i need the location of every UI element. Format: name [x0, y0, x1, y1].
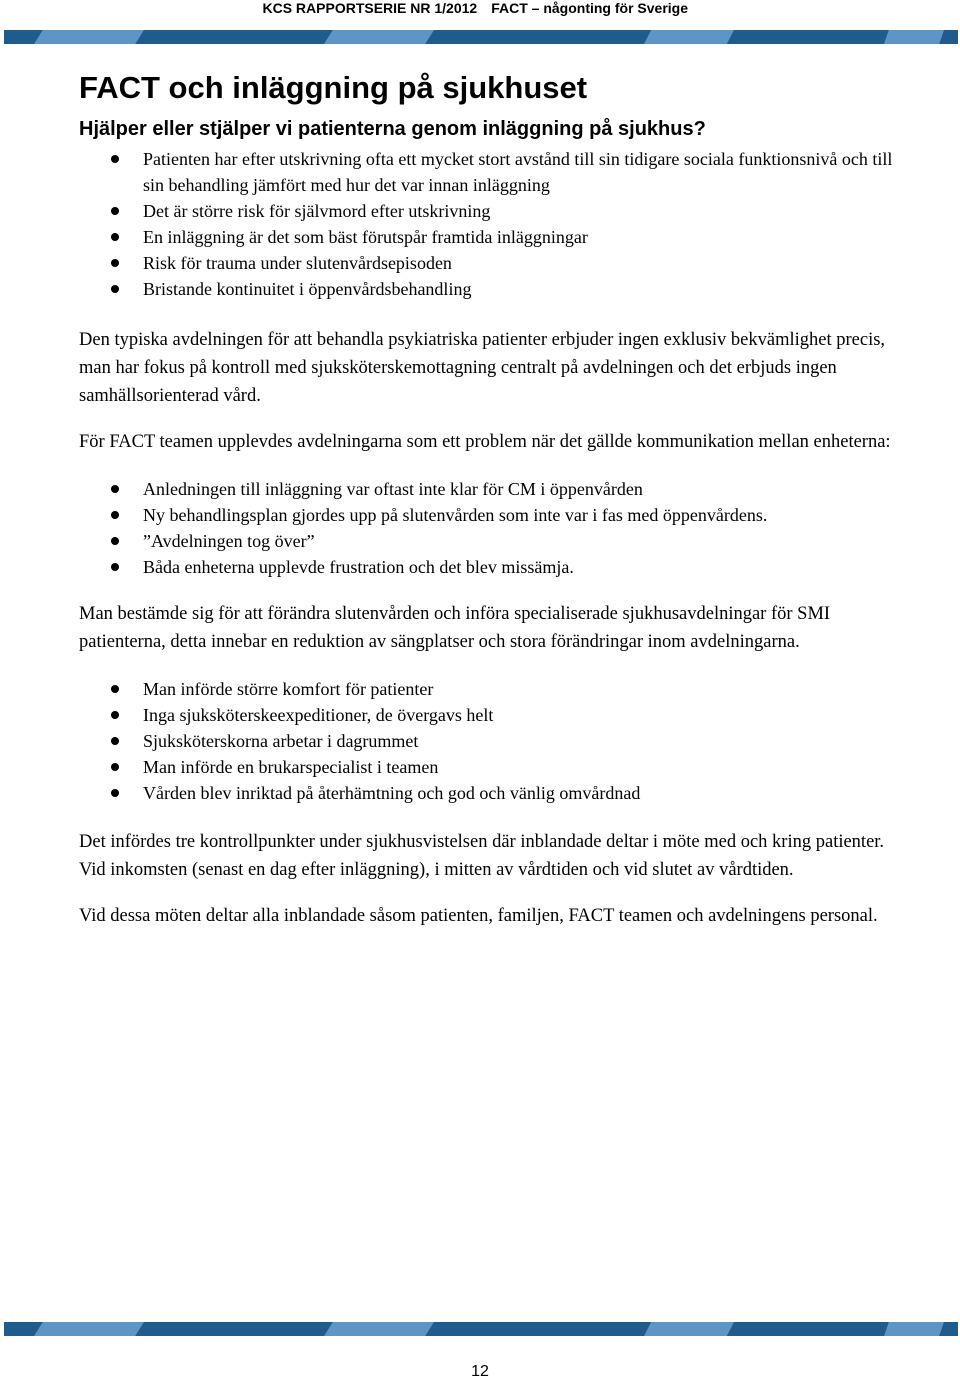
- risk-list: [79, 146, 909, 302]
- bullet-icon: [111, 233, 119, 241]
- list-item: Ny behandlingsplan gjordes upp på slutenvården som inte var i fas med öppenvårdens.: [79, 502, 909, 528]
- bullet-icon: [111, 789, 119, 797]
- list-item: Bristande kontinuitet i öppenvårdsbehandling: [79, 276, 909, 302]
- report-series: KCS RAPPORTSERIE NR 1/2012: [262, 0, 478, 16]
- paragraph-change: Man bestämde sig för att förändra slutenvården och införa specialiserade sjukhusavdelningar för SMI patienterna, detta innebar en reduktion av sängplatser och stora förändringar inom avdelningarna.: [79, 604, 831, 652]
- bullet-icon: [111, 285, 119, 293]
- section-subtitle: Hjälper eller stjälper vi patienterna genom inläggning på sjukhus?: [79, 118, 706, 140]
- communication-list: [79, 476, 909, 580]
- paragraph-checkpoints: Det infördes tre kontrollpunkter under sjukhusvistelsen där inblandade deltar i möte med och kring patienter. Vid inkomsten (senast en dag efter inläggning), i mitten av vårdtiden och vid slutet av vårdtiden.: [79, 832, 885, 880]
- bullet-icon: [111, 685, 119, 693]
- bullet-icon: [111, 207, 119, 215]
- bullet-icon: [111, 763, 119, 771]
- bullet-icon: [111, 537, 119, 545]
- list-item: Anledningen till inläggning var oftast inte klar för CM i öppenvården: [79, 476, 909, 502]
- list-item: Vården blev inriktad på återhämtning och god och vänlig omvårdnad: [79, 780, 909, 806]
- page-content: [79, 68, 909, 930]
- list-item: Man införde större komfort för patienter: [79, 676, 909, 702]
- bullet-icon: [111, 563, 119, 571]
- paragraph-meetings: Vid dessa möten deltar alla inblandade såsom patienten, familjen, FACT teamen och avdelningens personal.: [79, 906, 878, 926]
- bullet-icon: [111, 711, 119, 719]
- bullet-icon: [111, 485, 119, 493]
- bullet-icon: [111, 259, 119, 267]
- bullet-icon: [111, 511, 119, 519]
- list-item: Det är större risk för självmord efter utskrivning: [79, 198, 909, 224]
- footer-band: [4, 1322, 958, 1336]
- list-item: ”Avdelningen tog över”: [79, 528, 909, 554]
- list-item: En inläggning är det som bäst förutspår framtida inläggningar: [79, 224, 909, 250]
- running-header: [262, 0, 688, 20]
- section-title: FACT och inläggning på sjukhuset: [79, 70, 588, 105]
- document-title: FACT – någonting för Sverige: [491, 0, 688, 16]
- paragraph-communication: För FACT teamen upplevdes avdelningarna som ett problem när det gällde kommunikation mellan enheterna:: [79, 432, 891, 452]
- list-item: Sjuksköterskorna arbetar i dagrummet: [79, 728, 909, 754]
- header-band: [4, 30, 958, 44]
- page-number: 12: [471, 1363, 489, 1380]
- list-item: Inga sjuksköterskeexpeditioner, de övergavs helt: [79, 702, 909, 728]
- paragraph-ward: Den typiska avdelningen för att behandla psykiatriska patienter erbjuder ingen exklusiv bekvämlighet precis, man har fokus på kontroll med sjuksköterskemottagning centralt på avdelningen och det erbjuds ingen samhällsorienterad vård.: [79, 330, 886, 406]
- changes-list: [79, 676, 909, 806]
- list-item: Risk för trauma under slutenvårdsepisoden: [79, 250, 909, 276]
- bullet-icon: [111, 737, 119, 745]
- list-item: Man införde en brukarspecialist i teamen: [79, 754, 909, 780]
- list-item: Patienten har efter utskrivning ofta ett mycket stort avstånd till sin tidigare sociala funktionsnivå och till sin behandling jämfört med hur det var innan inläggning: [79, 146, 909, 198]
- list-item: Båda enheterna upplevde frustration och det blev missämja.: [79, 554, 909, 580]
- bullet-icon: [111, 155, 119, 163]
